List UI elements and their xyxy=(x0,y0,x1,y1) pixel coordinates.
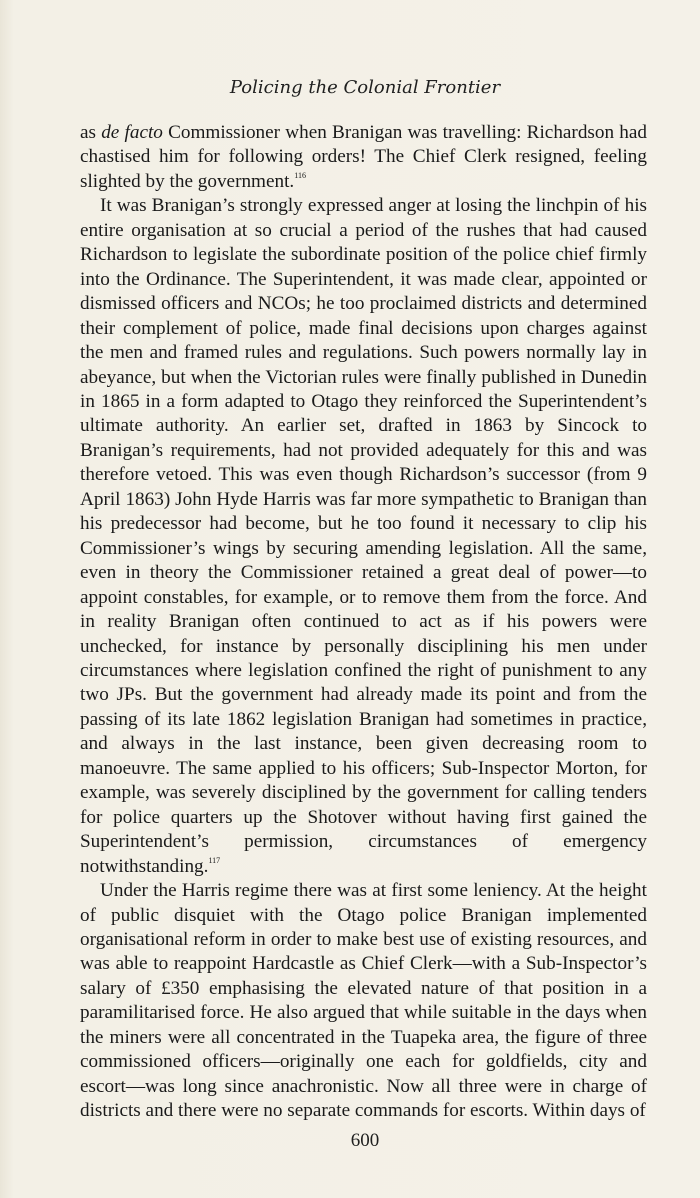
paragraph-1-post: Commissioner when Branigan was travelling: Richardson had chastised him for following orders! The Chief Clerk resigned, feeling slighted by the government. xyxy=(80,122,647,192)
paragraph-1-emphasis: de facto xyxy=(101,122,163,143)
running-head: Policing the Colonial Frontier xyxy=(229,77,501,98)
paragraph-1 xyxy=(80,121,647,194)
paragraph-3-text: Under the Harris regime there was at first some leniency. At the height of public disquiet with the Otago police Branigan implemented organisational reform in order to make best use of existing resources, and was able to reappoint Hardcastle as Chief Clerk—with a Sub-Inspector’s salary of £350 emphasising the elevated nature of that position in a paramilitarised force. He also argued that while suitable in the days when the miners were all concentrated in the Tuapeka area, the figure of three commissioned officers—originally one each for goldfields, city and escort—was long since anachronistic. Now all three were in charge of districts and there were no separate commands for escorts. Within days of xyxy=(80,880,647,1122)
footnote-ref-116: 116 xyxy=(294,170,306,180)
body-text xyxy=(80,121,647,1124)
page-number: 600 xyxy=(350,1130,380,1151)
paragraph-1-pre: as xyxy=(80,122,102,143)
paragraph-2-text: It was Branigan’s strongly expressed anger at losing the linchpin of his entire organisation at so crucial a period of the rushes that had caused Richardson to legislate the subordinate position of the police chief firmly into the Ordinance. The Superintendent, it was made clear, appointed or dismissed officers and NCOs; he too proclaimed districts and determined their complement of police, made final decisions upon charges against the men and framed rules and regulations. Such powers normally lay in abeyance, but when the Victorian rules were finally published in Dunedin in 1865 in a form adapted to Otago they reinforced the Superintendent’s ultimate authority. An earlier set, drafted in 1863 by Sincock to Branigan’s requirements, had not provided adequately for this and was therefore vetoed. This was even though Richardson’s successor (from 9 April 1863) John Hyde Harris was far more sympathetic to Branigan than his predecessor had become, but he too found it necessary to clip his Commissioner’s wings by securing amending legislation. All the same, even in theory the Commissioner retained a great deal of power—to appoint constables, for example, or to remove them from the force. And in reality Branigan often continued to act as if his powers were unchecked, for instance by personally disciplining his men under circumstances where legislation confined the right of punishment to any two JPs. But the government had already made its point and from the passing of its late 1862 legislation Branigan had sometimes in practice, and always in the last instance, been given decreasing room to manoeuvre. The same applied to his officers; Sub-Inspector Morton, for example, was severely disciplined by the government for calling tenders for police quarters up the Shotover without having first gained the Superintendent’s permission, circumstances of emergency notwithstanding. xyxy=(80,195,647,877)
paragraph-3 xyxy=(80,879,647,1124)
paragraph-2 xyxy=(80,194,647,879)
footnote-ref-117: 117 xyxy=(208,855,221,865)
